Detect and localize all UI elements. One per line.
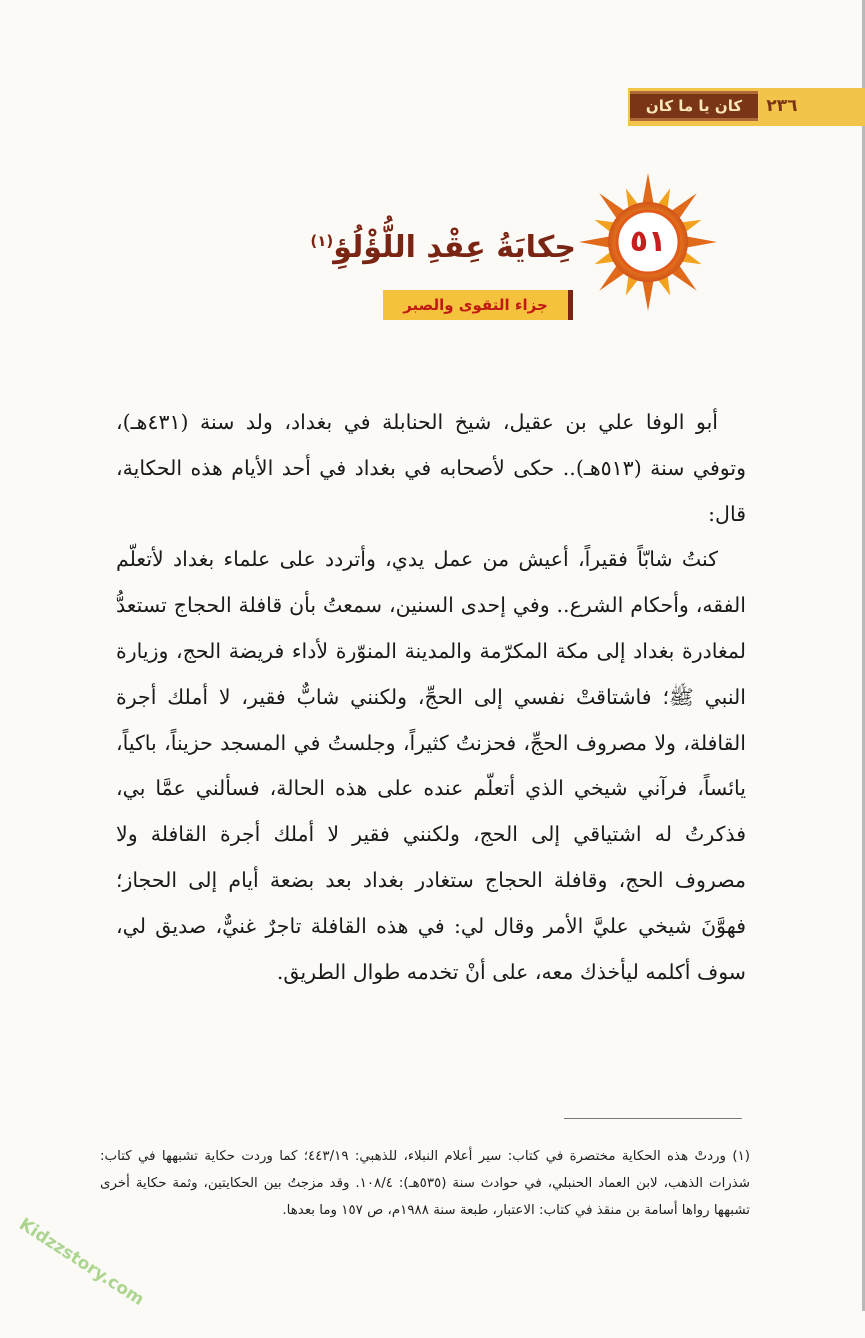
footnote-divider — [564, 1118, 742, 1119]
sun-ray — [579, 236, 613, 248]
story-body — [116, 400, 746, 995]
sun-ray — [683, 236, 717, 248]
page-number: ٢٣٦ — [766, 96, 798, 116]
footnote: (١) وردتْ هذه الحكاية مختصرة في كتاب: سير أعلام النبلاء، للذهبي: ٤٤٣/١٩؛ كما وردت حكاية تشبهها في كتاب: شذرات الذهب، لابن العماد الحنبلي، في حوادث سنة (٥٣٥هـ): ١٠٨/٤. وقد مزجتُ بين الحكايتين، وثمة حكاية أخرى تشبهها رواها أسامة بن منقذ في كتاب: الاعتبار، طبعة سنة ١٩٨٨م، ص ١٥٧ وما بعدها. — [100, 1149, 751, 1218]
watermark: Kidzzstory.com — [15, 1214, 148, 1311]
story-title-footnote-marker: (١) — [310, 232, 334, 250]
sun-ray — [642, 277, 654, 311]
story-title — [300, 214, 576, 268]
running-title: كان يا ما كان — [645, 97, 743, 115]
subtitle-box — [383, 290, 573, 320]
running-title-box — [630, 91, 758, 121]
story-title-text: حِكايَةُ عِقْدِ اللُّؤْلُؤِ — [333, 230, 576, 265]
story-subtitle: جزاء التقوى والصبر — [403, 296, 548, 314]
story-number: ٥١ — [629, 224, 667, 259]
body-paragraph: كنتُ شابّاً فقيراً، أعيش من عمل يدي، وأتردد على علماء بغداد لأتعلّم الفقه، وأحكام الشرع.. وفي إحدى السنين، سمعتُ بأن قافلة الحجاج تستعدُّ لمغادرة بغداد إلى مكة المكرّمة والمدينة المنوّرة لأداء فريضة الحج، وزيارة النبي ﷺ؛ فاشتاقتْ نفسي إلى الحجِّ، ولكنني شابٌّ فقير، لا أملك أجرة القافلة، ولا مصروف الحجِّ، فحزنتُ كثيراً، وجلستُ في المسجد حزيناً، باكياً، يائساً، فرآني شيخي الذي أتعلّم عنده على هذه الحالة، فسألني عمَّا بي، فذكرتُ له اشتياقي إلى الحج، ولكنني فقير لا أملك أجرة القافلة ولا مصروف الحج، وقافلة الحجاج ستغادر بغداد بعد بضعة أيام إلى الحجاز؛ فهوَّنَ شيخي عليَّ الأمر وقال لي: في هذه القافلة تاجرٌ غنيٌّ، صديق لي، سوف أكلمه ليأخذك معه، على أنْ تخدمه طوال الطريق. — [116, 547, 746, 984]
sun-ray — [642, 173, 654, 207]
body-paragraph: أبو الوفا علي بن عقيل، شيخ الحنابلة في بغداد، ولد سنة (٤٣١هـ)، وتوفي سنة (٥١٣هـ).. حكى لأصحابه في بغداد في أحد الأيام هذه الحكاية، قال: — [116, 410, 746, 526]
